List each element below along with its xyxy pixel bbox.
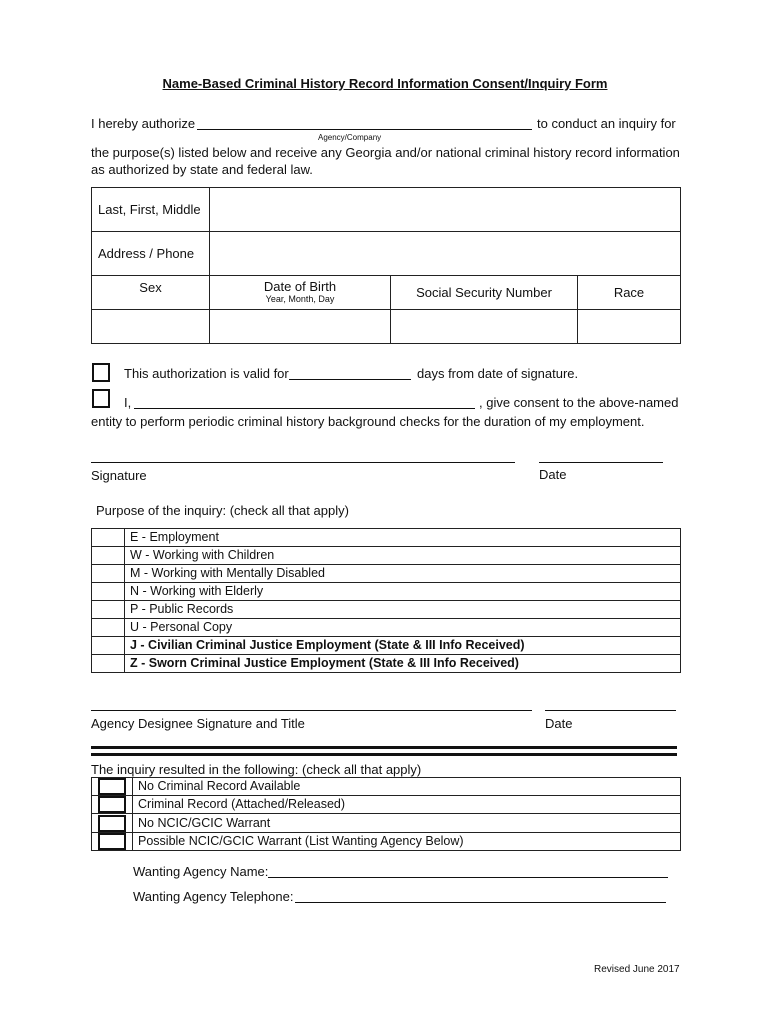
designee-label: Agency Designee Signature and Title bbox=[91, 716, 305, 731]
result-item: No NCIC/GCIC Warrant bbox=[133, 814, 681, 832]
purpose-row bbox=[92, 601, 681, 619]
form-title: Name-Based Criminal History Record Information Consent/Inquiry Form bbox=[162, 76, 608, 91]
purpose-row bbox=[92, 529, 681, 547]
ssn-label: Social Security Number bbox=[391, 276, 578, 310]
purpose-row bbox=[92, 655, 681, 673]
sex-field[interactable] bbox=[92, 310, 210, 344]
purpose-check-cell[interactable] bbox=[92, 637, 125, 655]
authorize-suffix: to conduct an inquiry for bbox=[537, 116, 676, 131]
agency-company-caption: Agency/Company bbox=[318, 133, 382, 142]
validity-prefix: This authorization is valid for bbox=[124, 366, 289, 381]
race-label: Race bbox=[578, 276, 681, 310]
consent-name-field[interactable] bbox=[134, 408, 475, 409]
validity-suffix: days from date of signature. bbox=[417, 366, 579, 381]
designee-date-line[interactable] bbox=[545, 710, 676, 711]
validity-days-field[interactable] bbox=[289, 379, 411, 380]
designee-date-label: Date bbox=[545, 716, 573, 731]
purpose-heading: Purpose of the inquiry: (check all that apply) bbox=[96, 503, 349, 518]
dob-header bbox=[210, 276, 391, 310]
purpose-table bbox=[91, 528, 681, 673]
result-row bbox=[92, 814, 681, 832]
purpose-check-cell[interactable] bbox=[92, 601, 125, 619]
purpose-item: M - Working with Mentally Disabled bbox=[125, 565, 681, 583]
dob-label: Date of Birth bbox=[263, 279, 337, 294]
purpose-item: N - Working with Elderly bbox=[125, 583, 681, 601]
dob-sublabel: Year, Month, Day bbox=[265, 294, 335, 304]
purpose-check-cell[interactable] bbox=[92, 655, 125, 673]
wanting-agency-phone-field[interactable] bbox=[295, 902, 666, 903]
result-checkbox[interactable] bbox=[98, 796, 126, 813]
purpose-item: Z - Sworn Criminal Justice Employment (State & III Info Received) bbox=[125, 655, 681, 673]
result-item: No Criminal Record Available bbox=[133, 778, 681, 796]
signature-label: Signature bbox=[91, 468, 147, 483]
purpose-item: U - Personal Copy bbox=[125, 619, 681, 637]
purpose-check-cell[interactable] bbox=[92, 547, 125, 565]
purpose-item: W - Working with Children bbox=[125, 547, 681, 565]
signature-date-line[interactable] bbox=[539, 462, 663, 463]
authorize-line2: the purpose(s) listed below and receive any Georgia and/or national criminal history record information bbox=[91, 145, 680, 160]
purpose-row bbox=[92, 637, 681, 655]
purpose-row bbox=[92, 565, 681, 583]
consent-checkbox[interactable] bbox=[92, 389, 110, 408]
wanting-agency-name-label: Wanting Agency Name: bbox=[133, 864, 269, 879]
result-row bbox=[92, 832, 681, 850]
race-field[interactable] bbox=[578, 310, 681, 344]
purpose-check-cell[interactable] bbox=[92, 529, 125, 547]
authorize-line3: as authorized by state and federal law. bbox=[91, 162, 313, 177]
result-checkbox[interactable] bbox=[98, 778, 126, 795]
purpose-row bbox=[92, 547, 681, 565]
signature-date-label: Date bbox=[539, 467, 567, 482]
wanting-agency-phone-label: Wanting Agency Telephone: bbox=[133, 889, 294, 904]
result-item: Criminal Record (Attached/Released) bbox=[133, 796, 681, 814]
results-heading: The inquiry resulted in the following: (check all that apply) bbox=[91, 762, 422, 777]
consent-prefix: I, bbox=[124, 395, 132, 410]
personal-info-table bbox=[91, 187, 681, 344]
purpose-check-cell[interactable] bbox=[92, 565, 125, 583]
consent-suffix: , give consent to the above-named bbox=[479, 395, 679, 410]
results-table bbox=[91, 777, 681, 851]
consent-line2: entity to perform periodic criminal history background checks for the duration of my employment. bbox=[91, 414, 645, 429]
result-checkbox[interactable] bbox=[98, 815, 126, 832]
address-label: Address / Phone bbox=[92, 232, 210, 276]
purpose-row bbox=[92, 619, 681, 637]
ssn-field[interactable] bbox=[391, 310, 578, 344]
purpose-item: E - Employment bbox=[125, 529, 681, 547]
signature-line[interactable] bbox=[91, 462, 515, 463]
name-label: Last, First, Middle bbox=[92, 188, 210, 232]
purpose-check-cell[interactable] bbox=[92, 583, 125, 601]
result-checkbox[interactable] bbox=[98, 833, 126, 850]
designee-signature-line[interactable] bbox=[91, 710, 532, 711]
authorize-prefix: I hereby authorize bbox=[91, 116, 196, 131]
name-field[interactable] bbox=[210, 188, 681, 232]
section-divider-top bbox=[91, 746, 677, 749]
purpose-item: J - Civilian Criminal Justice Employment (State & III Info Received) bbox=[125, 637, 681, 655]
result-row bbox=[92, 778, 681, 796]
dob-field[interactable] bbox=[210, 310, 391, 344]
sex-label: Sex bbox=[92, 276, 210, 310]
purpose-check-cell[interactable] bbox=[92, 619, 125, 637]
revised-date: Revised June 2017 bbox=[594, 964, 680, 975]
result-row bbox=[92, 796, 681, 814]
address-field[interactable] bbox=[210, 232, 681, 276]
section-divider-bottom bbox=[91, 753, 677, 756]
agency-company-field[interactable] bbox=[197, 129, 532, 130]
purpose-item: P - Public Records bbox=[125, 601, 681, 619]
result-item: Possible NCIC/GCIC Warrant (List Wanting Agency Below) bbox=[133, 832, 681, 850]
validity-checkbox[interactable] bbox=[92, 363, 110, 382]
purpose-row bbox=[92, 583, 681, 601]
wanting-agency-name-field[interactable] bbox=[268, 877, 668, 878]
